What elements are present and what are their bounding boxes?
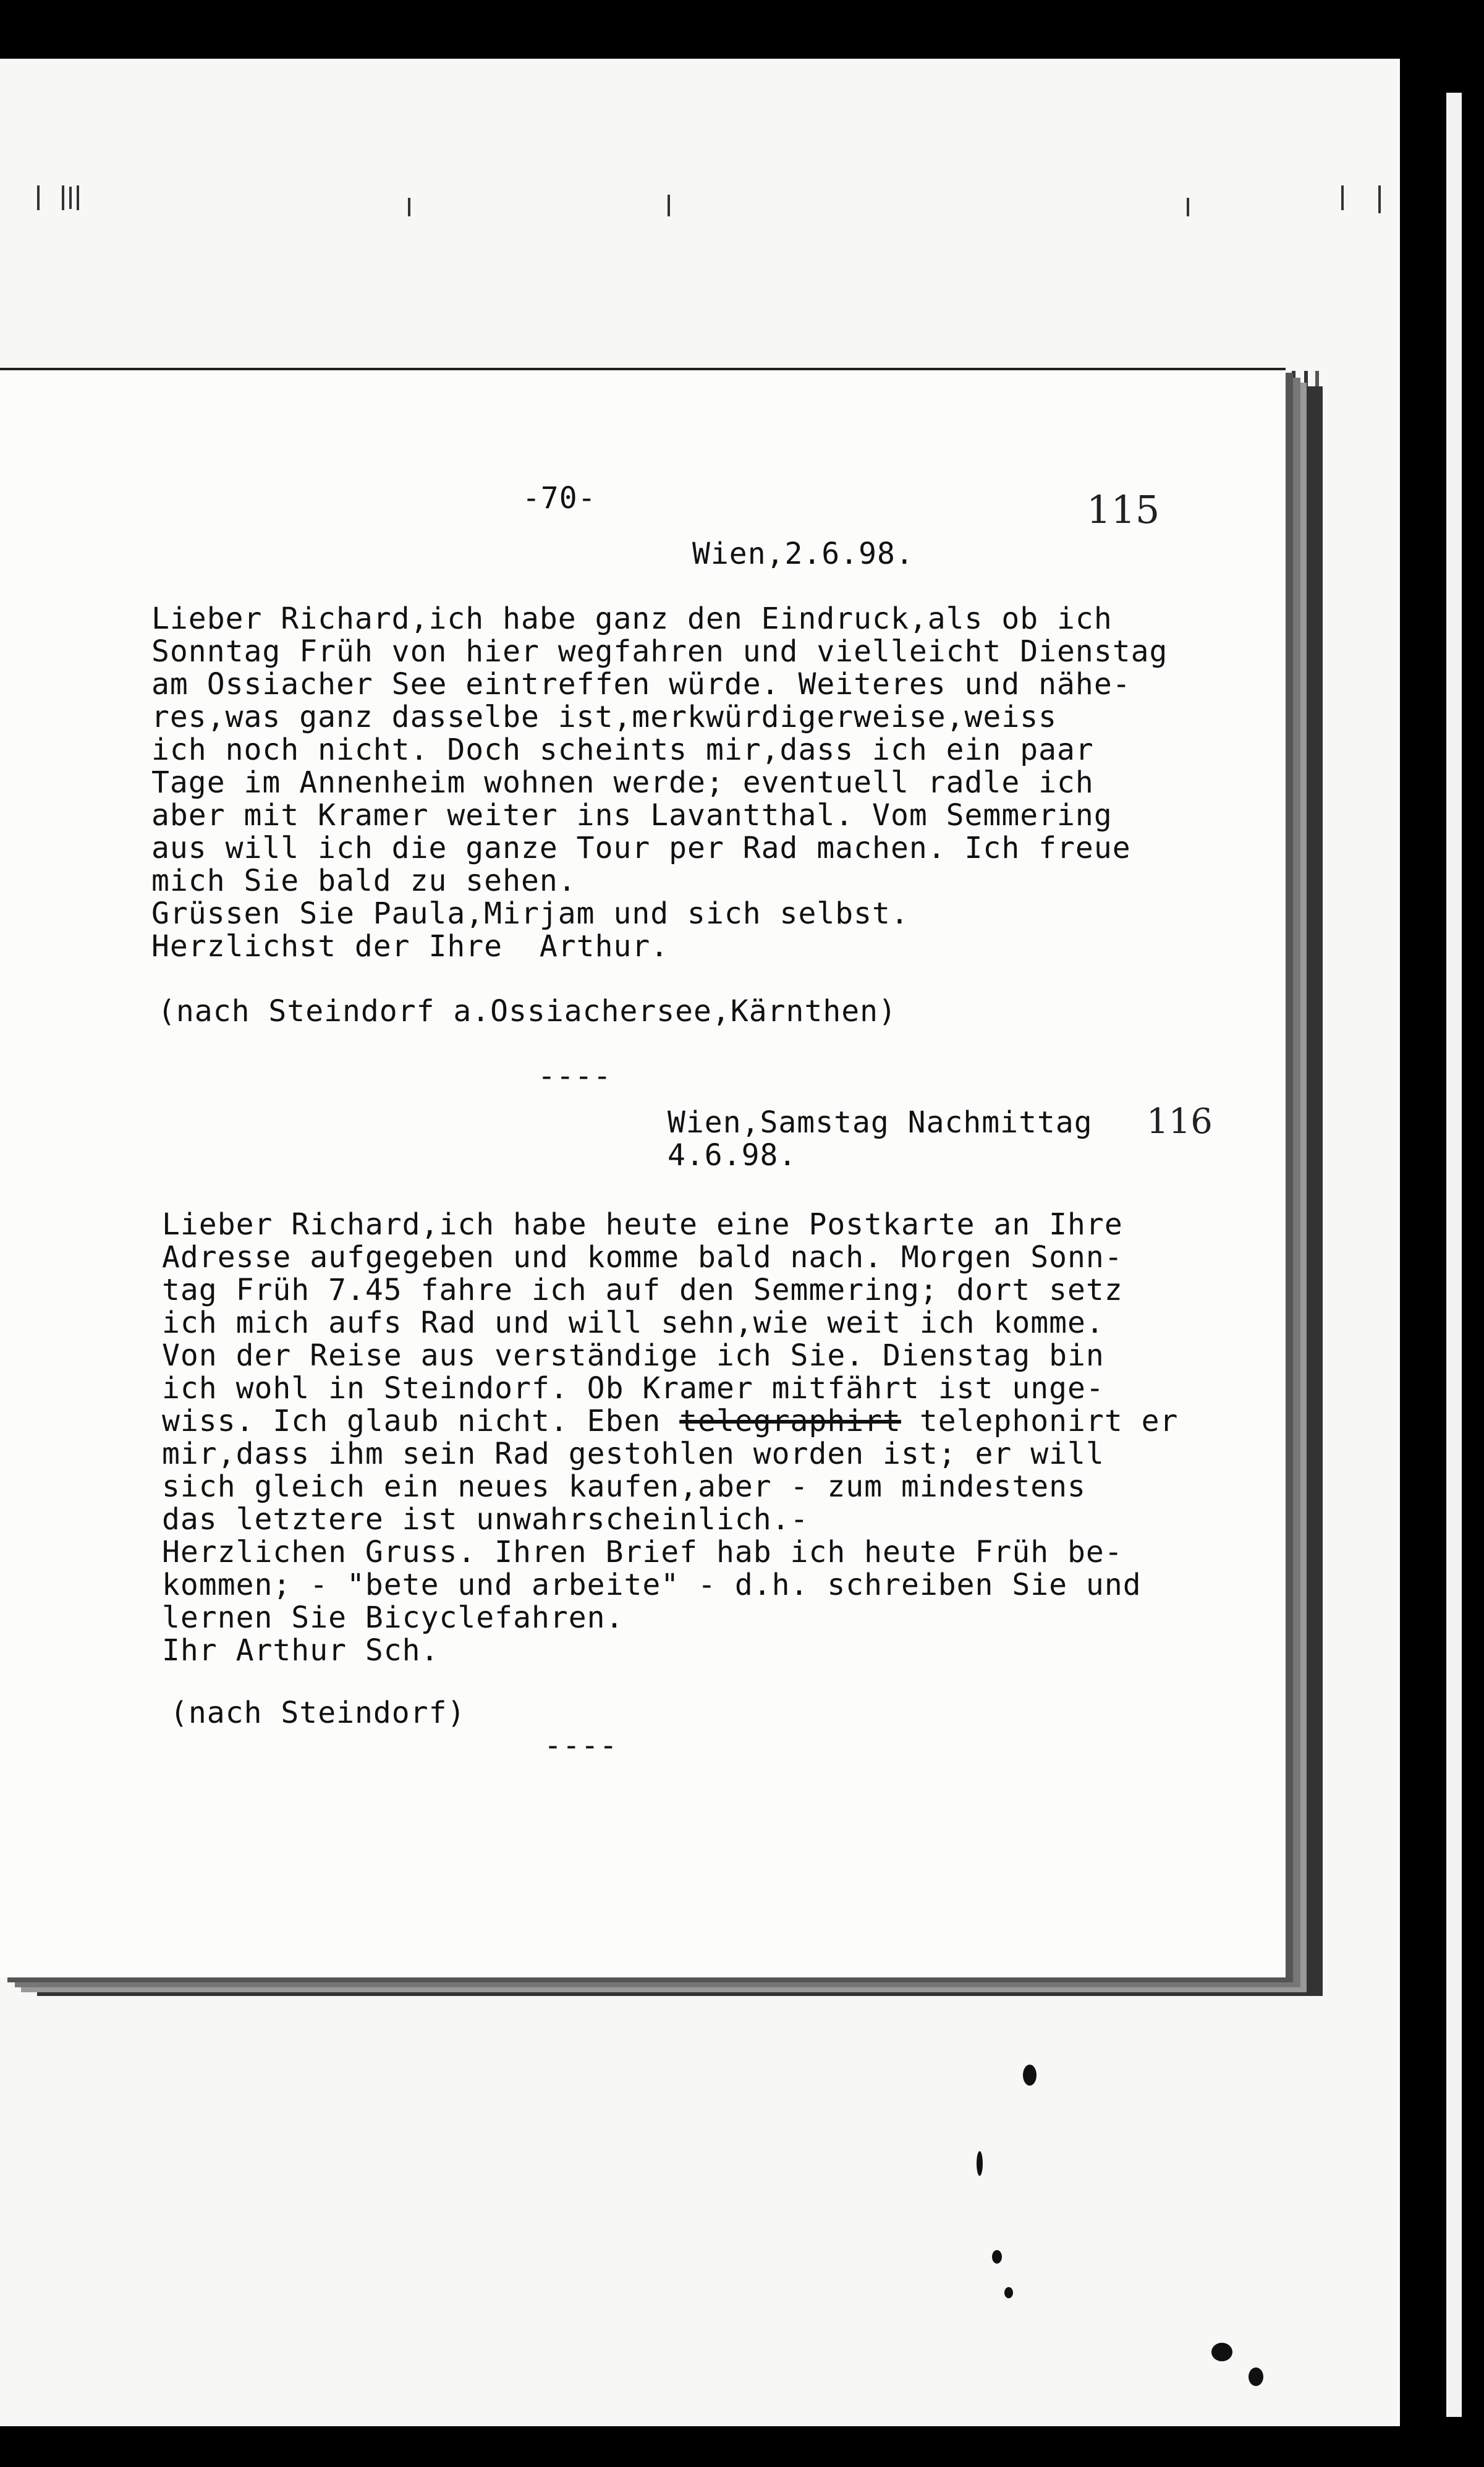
- letter1-address: (nach Steindorf a.Ossiachersee,Kärnthen): [158, 994, 897, 1029]
- ink-speck: [1004, 2287, 1013, 2298]
- letter2-line: kommen; - "bete und arbeite" - d.h. schreiben Sie und: [162, 1568, 1142, 1602]
- letter1-line: Sonntag Früh von hier wegfahren und vielleicht Dienstag: [151, 634, 1168, 669]
- letter2-separator: ----: [544, 1728, 618, 1763]
- letter1-dateline: Wien,2.6.98.: [692, 537, 914, 571]
- letter1-line: Tage im Annenheim wohnen werde; eventuell radle ich: [151, 765, 1094, 800]
- scan-mark: [1378, 185, 1381, 213]
- scan-mark: [668, 195, 670, 216]
- letter2-line: Von der Reise aus verständige ich Sie. Dienstag bin: [162, 1338, 1105, 1373]
- right-sheet-edge: [1446, 93, 1462, 2417]
- ink-speck: [1211, 2343, 1232, 2361]
- letter2-line-with-correction: [162, 1405, 1178, 1438]
- folio-number-115: 115: [1087, 487, 1160, 532]
- letter1-line: aber mit Kramer weiter ins Lavantthal. Vom Semmering: [151, 798, 1113, 833]
- struck-word: telegraphirt: [679, 1404, 901, 1438]
- letter1-line: res,was ganz dasselbe ist,merkwürdigerweise,weiss: [151, 700, 1058, 734]
- letter2-line: tag Früh 7.45 fahre ich auf den Semmering; dort setz: [162, 1273, 1123, 1307]
- letter2-address: (nach Steindorf): [170, 1696, 466, 1730]
- letter1-line: ich noch nicht. Doch scheints mir,dass ich ein paar: [151, 732, 1094, 767]
- letter2-line: ich mich aufs Rad und will sehn,wie weit ich komme.: [162, 1306, 1105, 1340]
- letter2-line: Lieber Richard,ich habe heute eine Postkarte an Ihre: [162, 1207, 1123, 1242]
- letter1-separator: ----: [538, 1059, 612, 1093]
- letter1-line: aus will ich die ganze Tour per Rad machen. Ich freue: [151, 831, 1131, 865]
- scan-mark: [37, 185, 40, 210]
- folio-number-116: 116: [1147, 1102, 1213, 1142]
- sheet-stack-edge: [1292, 371, 1295, 1953]
- letter2-line: sich gleich ein neues kaufen,aber - zum mindestens: [162, 1469, 1086, 1504]
- letter2-line: das letztere ist unwahrscheinlich.-: [162, 1502, 809, 1537]
- page-number: -70-: [522, 481, 596, 516]
- letter1-line: Grüssen Sie Paula,Mirjam und sich selbst.: [151, 896, 909, 931]
- letter2-line: Herzlichen Gruss. Ihren Brief hab ich heute Früh be-: [162, 1535, 1123, 1569]
- ink-speck: [1023, 2065, 1037, 2086]
- scan-mark: [77, 185, 79, 210]
- scan-mark: [1187, 198, 1189, 216]
- line-text: telephonirt er: [901, 1404, 1179, 1438]
- scan-mark: [408, 198, 410, 216]
- line-text: wiss. Ich glaub nicht. Eben: [162, 1404, 680, 1438]
- letter2-line: Adresse aufgegeben und komme bald nach. Morgen Sonn-: [162, 1240, 1123, 1275]
- letter2-date: 4.6.98.: [668, 1138, 797, 1173]
- ink-speck: [977, 2151, 983, 2176]
- letter2-line: mir,dass ihm sein Rad gestohlen worden ist; er will: [162, 1437, 1105, 1471]
- scan-mark: [62, 185, 64, 210]
- letter2-dateline: Wien,Samstag Nachmittag: [668, 1105, 1093, 1140]
- letter2-line: ich wohl in Steindorf. Ob Kramer mitfährt ist unge-: [162, 1371, 1105, 1406]
- ink-speck: [1249, 2367, 1263, 2386]
- sheet-stack-edge: [1315, 371, 1319, 1953]
- sheet-stack-edge: [1304, 371, 1308, 1953]
- letter1-line: Herzlichst der Ihre Arthur.: [151, 929, 669, 964]
- letter2-line: lernen Sie Bicyclefahren.: [162, 1600, 624, 1635]
- ink-speck: [992, 2250, 1002, 2264]
- letter1-line: Lieber Richard,ich habe ganz den Eindruck,als ob ich: [151, 601, 1113, 636]
- letter1-line: mich Sie bald zu sehen.: [151, 864, 577, 898]
- scan-mark: [1341, 185, 1344, 210]
- letter1-line: am Ossiacher See eintreffen würde. Weiteres und nähe-: [151, 667, 1131, 702]
- letter2-line: Ihr Arthur Sch.: [162, 1633, 439, 1668]
- scan-mark: [69, 187, 72, 209]
